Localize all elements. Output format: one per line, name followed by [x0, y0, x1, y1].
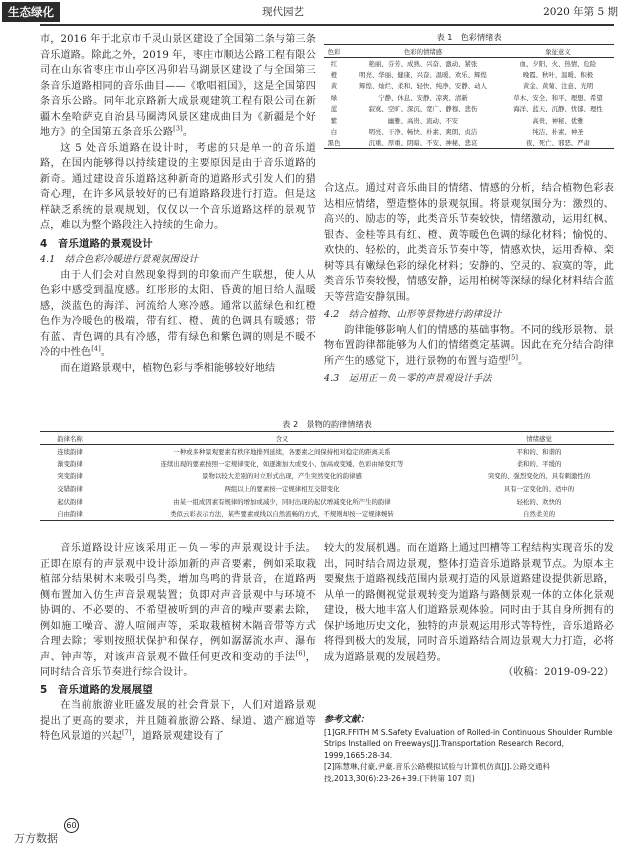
table-row	[40, 507, 614, 520]
page-number: 60	[64, 818, 79, 833]
table-cell: 由某一组成因素有规律的增加或减少，同时出现的起伏增减变化所产生的韵律	[173, 497, 391, 506]
reference-item: [2]陈慧琳,付豪,尹豪.音乐公路模拟试验与计算机仿真[J].公路交通科技,2013,30(6):23-26+39.(下转第 107 页)	[324, 762, 551, 783]
table-cell: 连续韵律	[57, 447, 83, 456]
header-rule	[40, 24, 614, 26]
table-cell: 橙	[330, 71, 338, 80]
table-cell: 沉重、厚重、阴暗、不安、神秘、悲哀	[368, 139, 478, 148]
table-cell: 寂寞、空旷、深沉、宽广、静穆、悲伤	[368, 105, 478, 114]
paragraph: 由于人们会对自然现象得到的印象而产生联想，使人从色彩中感受到温度感。红彤形的太阳、昏黄的旭日给人温暖感，淡蓝色的海洋、河流给人寒冷感。通常以蓝绿色和红橙色作为冷暖色的极端，带有红、橙、黄的色调具有暖感；带有蓝、青色调的具有冷感，带有绿色和紫色调的则是不暖不冷的中性色[4]。	[40, 269, 316, 358]
table-row	[324, 103, 614, 114]
table1	[324, 44, 614, 149]
table-cell: 两组以上的要素按一定规律相互交错变化	[224, 485, 340, 494]
references-heading: 参考文献：	[324, 715, 370, 725]
table-cell: 辉煌、灿烂、柔和、轻快、纯净、安静、动人	[359, 82, 487, 91]
paragraph: 这 5 处音乐道路在设计时，考虑的只是单一的音乐道路，在国内能够得以持续建设的主要原因是由于音乐道路的新奇。通过建设音乐道路这种新奇的道路形式引发人们的猎奇心理，在许多风景较好的已有道路路段进行打造。但是这样缺乏系统的景观规划，仅仅以一个音乐道路这样的景观节点，难以为整个路段注入持续的生命力。	[40, 142, 316, 231]
table-cell: 类似云彩表示方法，某些要素或线以自然流畅的方式，不规则却按一定规律婉转	[170, 510, 394, 519]
table-cell: 紫	[330, 116, 338, 125]
left-bottom-column	[40, 541, 316, 745]
table-cell: 黄金、黄菊、注意、光明	[522, 82, 594, 91]
table-row	[324, 126, 614, 137]
table1-header: 象征意义	[502, 45, 614, 58]
subsection-heading-4-1: 4.1 结合色彩冷暖进行景观氛围设计	[40, 254, 199, 265]
table-row	[324, 69, 614, 80]
left-top-column	[40, 32, 316, 376]
subsection-heading-4-3: 4.3 运用正－负－零的声景观设计手法	[324, 373, 492, 384]
table-cell: 柔和的、平缓的	[516, 459, 562, 468]
paragraph: 市，2016 年于北京市千灵山景区建设了全国第二条与第三条音乐道路。除此之外，2019 年，枣庄市顺达公路工程有限公司在山东省枣庄市山亭区冯卯岩马湖景区建设了与全国第三条音乐道路相同的音乐曲目——《歌唱祖国》，这是全国第四条音乐公路。同年北京路新大成景观建筑工程有限公司在新疆木垒哈萨克自治县马圈湾风景区建成曲目为《新疆是个好地方》的全国第五条音乐公路[3]。	[40, 34, 316, 138]
table-cell: 交错韵律	[57, 485, 83, 494]
right-bottom-column	[324, 541, 614, 681]
table-cell: 突变的、强烈变化的、具有刺激性的	[487, 472, 591, 481]
subsection-heading-4-2: 4.2 结合植物、山形等景物进行韵律设计	[324, 309, 502, 320]
journal-title: 现代园艺	[262, 6, 304, 18]
section-heading-4: 4 音乐道路的景观设计	[40, 237, 153, 250]
table-cell: 轻松的、欢快的	[516, 497, 562, 506]
table-cell: 具有一定变化的、适中的	[503, 485, 575, 494]
table-cell: 草木、安全、和平、理想、希望	[513, 93, 603, 102]
table-cell: 艳丽、芬芳、成熟、兴奋、激动、紧张	[368, 59, 478, 68]
table-row	[40, 457, 614, 470]
table-row	[324, 137, 614, 148]
table-cell: 渐变韵律	[57, 459, 83, 468]
table-cell: 幽雅、高贵、流动、不安	[387, 116, 459, 125]
table-cell: 蓝	[330, 105, 338, 114]
section-heading-5: 5 音乐道路的发展展望	[40, 683, 153, 696]
table-cell: 自然柔美的	[523, 510, 555, 519]
paragraph: 在当前旅游业旺盛发展的社会背景下，人们对道路景观提出了更高的要求，并且随着旅游公路、绿道、遗产廊道等特色风景道的兴起[7]，道路景观建设有了	[40, 700, 316, 742]
table-cell: 黑色	[327, 139, 341, 148]
table2-header-row	[40, 432, 614, 445]
table2-header: 情绪感觉	[464, 432, 614, 445]
table2-caption: 表 2 景物的韵律情绪表	[282, 419, 372, 429]
table-cell: 起伏韵律	[57, 497, 83, 506]
table-row	[40, 470, 614, 483]
footer-watermark: 万方数据	[14, 832, 58, 845]
table-cell: 平和的、和谐的	[516, 447, 562, 456]
references	[324, 715, 614, 785]
table-cell: 纯洁、朴素、神圣	[532, 128, 584, 137]
table1-caption: 表 1 色彩情绪表	[436, 32, 502, 42]
issue-label: 2020 年第 5 期	[543, 6, 618, 18]
paragraph: 较大的发展机遇。而在道路上通过凹槽等工程结构实现音乐的发出，同时结合周边景观，整体打造音乐道路景观节点。为原本主要聚焦于道路视线范围内景观打造的风景道路建设提供新思路，从单一的路侧视觉景观转变为道路与路侧景观一体的立体化景观建设，极大地丰富人们道路景观体验。同时由于其自身所拥有的保护场地历史文化，独特的声景观运用形式等特性，音乐道路必将得到极大的发展，同时音乐道路结合周边景观大力打造，必将成为道路景观的发展趋势。	[324, 543, 614, 663]
table-cell: 黄	[330, 82, 338, 91]
table-cell: 景物以较大差别的对立形式出现，产生突然变化的韵律感	[202, 472, 362, 481]
table-row	[324, 114, 614, 125]
section-tag: 生态绿化	[2, 2, 60, 22]
table-cell: 海洋、蓝天、沉静、忧郁、理性	[513, 105, 603, 114]
received-date: （收稿：2019-09-22）	[503, 667, 614, 678]
table-cell: 夜、死亡、邪恶、严肃	[526, 139, 590, 148]
table-cell: 明亮、干净、畅快、朴素、爽朗、贞洁	[368, 128, 478, 137]
table-cell: 绿	[330, 93, 338, 102]
table-cell: 明亮、华丽、健康、兴奋、温暖、欢乐、辉煌	[359, 71, 487, 80]
table-row	[324, 80, 614, 91]
table1-header-row	[324, 45, 614, 58]
paragraph: 音乐道路设计应该采用正－负－零的声景观设计手法。正即在原有的声景观中设计添加新的声音要素，例如采取栽植部分结果树木来吸引鸟类，增加鸟鸣的背景音，在道路两侧布置加入仿生声音景观装置；负即对声音景观中与环境不协调的、不必要的、不希望被听到的声音的噪声要素去除，例如施工噪音、游人喧闹声等，采取栽植树木隔音带等方式合理去除；零则按照状保护和保存，例如潺潺流水声、瀑布声、钟声等，对该声音景观不做任何更改和变动的手法[6]，同时结合音乐节奏进行综合设计。	[40, 543, 316, 678]
table-row	[40, 482, 614, 495]
right-top-column	[324, 181, 614, 387]
table-cell: 红	[330, 59, 338, 68]
table-cell: 白	[330, 128, 338, 137]
paragraph: 韵律能够影响人们的情感的基础事物。不同的线形景物、景物布置韵律都能够为人们的情绪奠定基调。因此在充分结合韵律所产生的感觉下，进行景物的布置与造型[5]。	[324, 324, 614, 367]
table-cell: 宁静、休息、安静、凉爽、清新	[378, 93, 468, 102]
table2-header: 含义	[100, 432, 464, 445]
table-cell: 晚霞、秋叶、温暖、积极	[522, 71, 594, 80]
table-row	[40, 495, 614, 508]
table-cell: 突变韵律	[57, 472, 83, 481]
table1-header: 色彩	[324, 45, 344, 58]
paragraph: 合这点。通过对音乐曲目的情绪、情感的分析，结合植物色彩表达相应情绪，塑造整体的景观氛围。将景观氛围分为：激烈的、高兴的、励志的等，此类音乐节奏较快，情绪激动，运用红枫、银杏、金桂等具有红、橙、黄等暖色色调的绿化材料；愉悦的、欢快的、轻松的，此类音乐节奏中等，情感欢快，运用香樟、栾树等具有嫩绿色彩的绿化材料；安静的、空灵的、寂寞的等，此类音乐节奏较慢，情感安静，运用柏树等深绿的绿化材料结合蓝天等营造安静氛围。	[324, 183, 614, 303]
table-cell: 血、夕阳、火、热情、危险	[519, 59, 597, 68]
table-cell: 自由韵律	[57, 510, 83, 519]
table2	[40, 431, 614, 521]
table-cell: 一种或多种景观要素有秩序地排列延续，各要素之间保持相对稳定的距离关系	[173, 447, 391, 456]
table-row	[40, 445, 614, 458]
table-cell: 高贵、神秘、优雅	[532, 116, 584, 125]
table2-header: 韵律名称	[40, 432, 100, 445]
table1-header: 色彩的情绪感	[344, 45, 502, 58]
table-row	[324, 92, 614, 103]
reference-item: [1]GR.FFITH M S.Safety Evaluation of Rolled-in Continuous Shoulder Rumble Strips Installed on Freeways[J].Transportation Research Record, 1999,1665:28-34.	[324, 727, 613, 760]
table-row	[324, 58, 614, 69]
paragraph: 而在道路景观中，植物色彩与季相能够较好地结	[60, 362, 276, 374]
table-cell: 连续出现的要素按照一定规律变化，如逐渐加大或变小、加高或变矮、色彩由绿变红等	[160, 459, 404, 468]
